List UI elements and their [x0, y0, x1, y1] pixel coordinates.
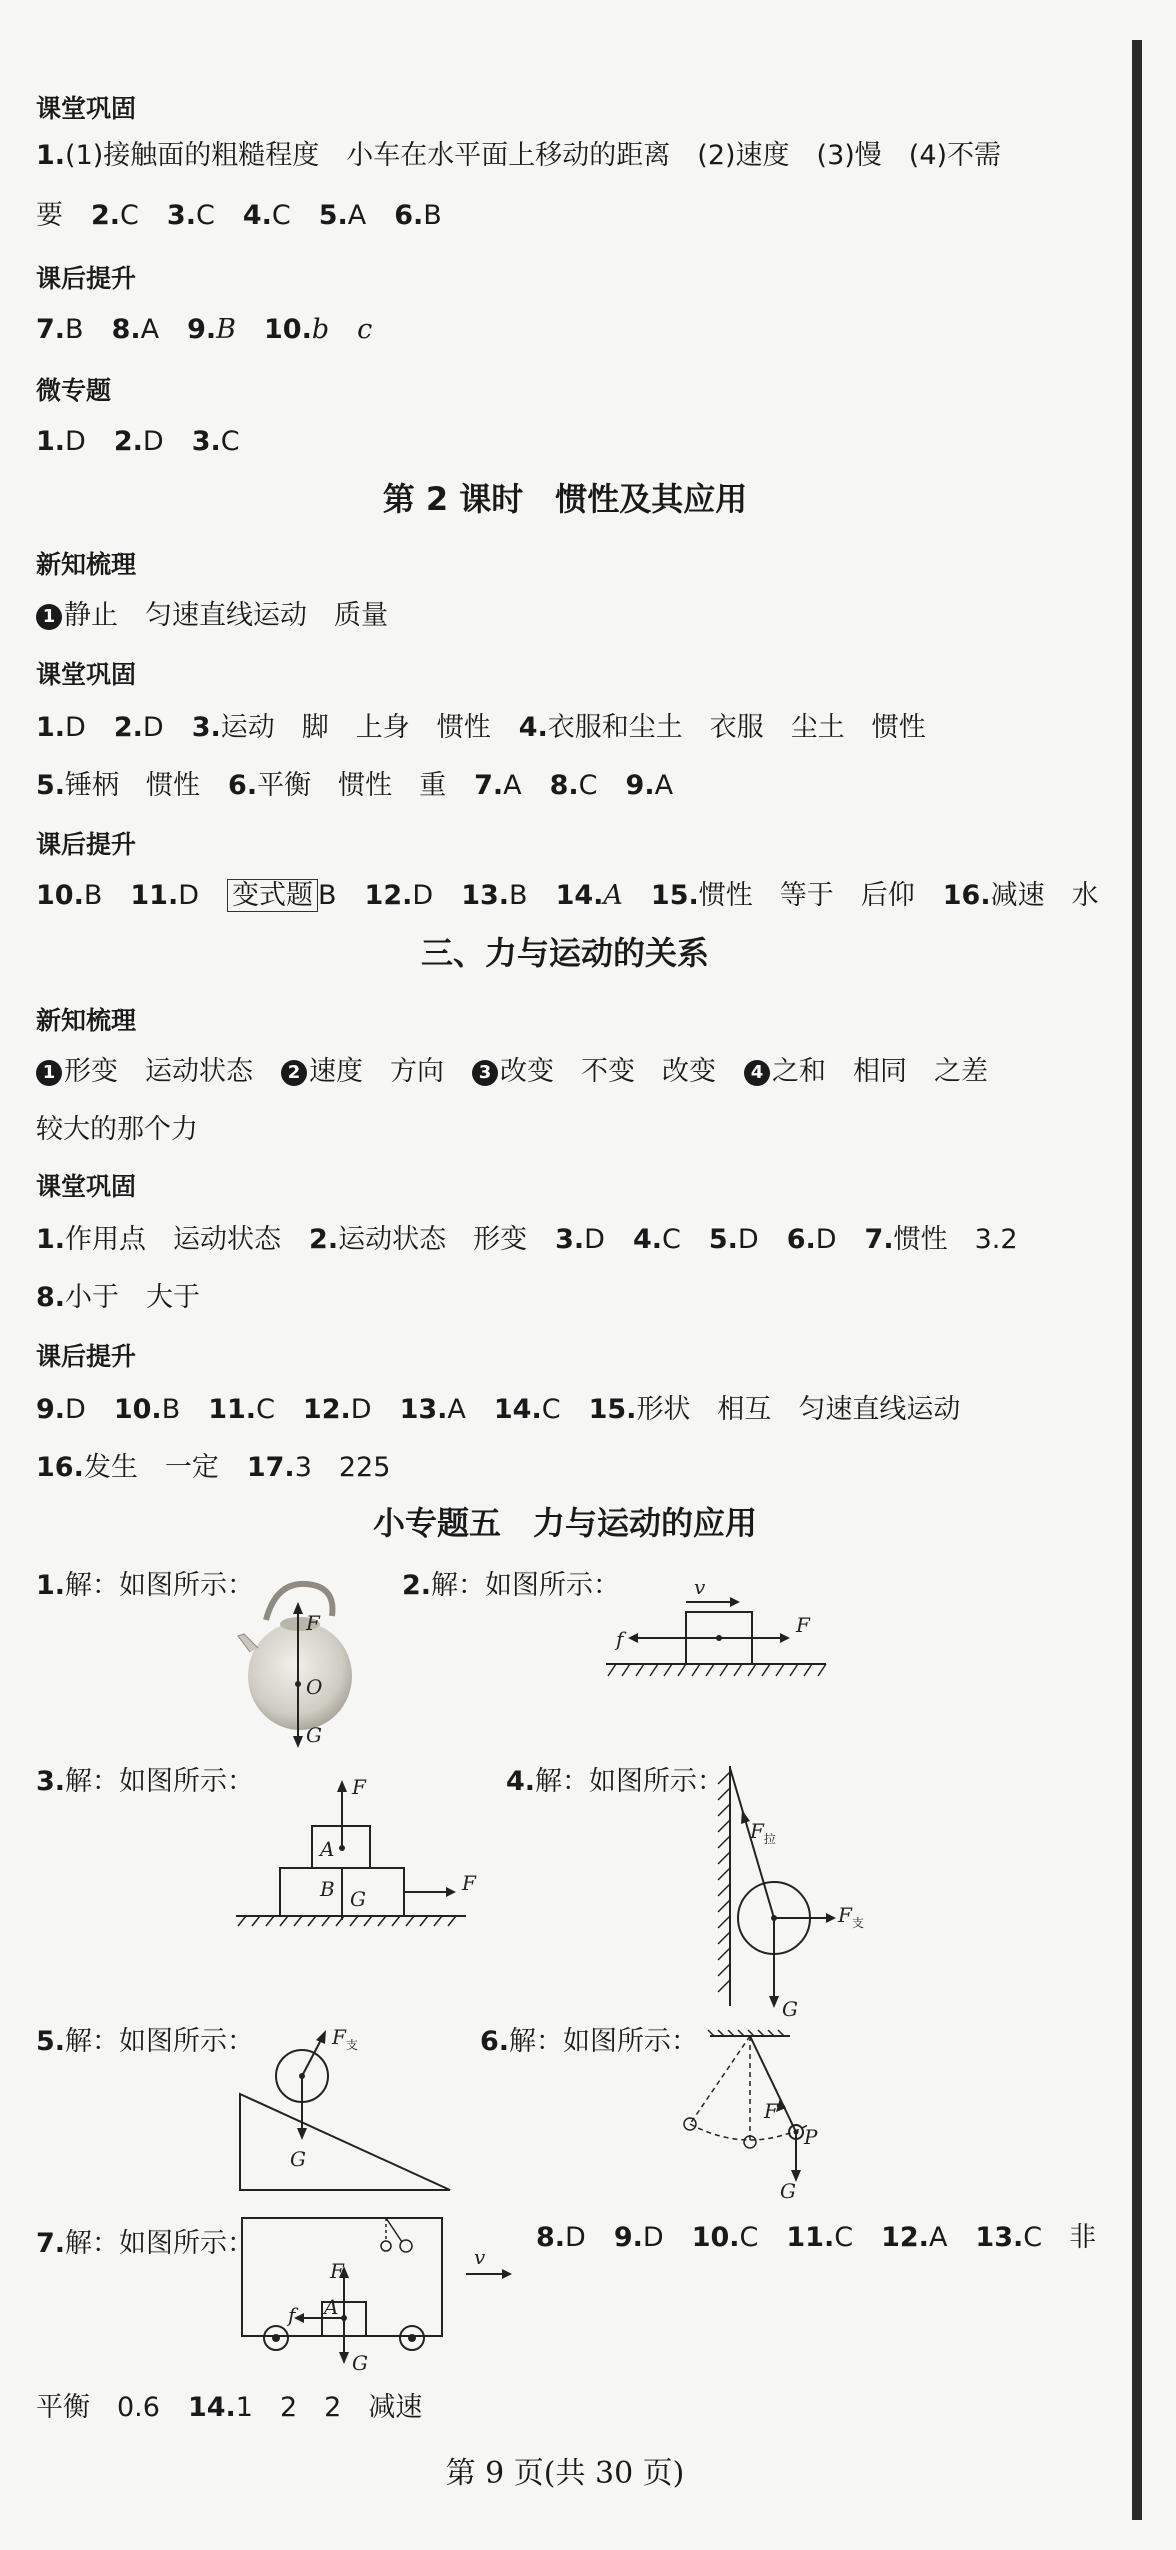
hanging-ball [400, 2240, 412, 2252]
answer-text: 平衡 惯性 重 [257, 770, 447, 801]
section-heading: 课后提升 [36, 1342, 137, 1371]
answer-text: C [578, 770, 598, 801]
answer-text: D [412, 880, 434, 911]
answer-text: D [65, 426, 86, 457]
answer-text: B [216, 314, 236, 345]
answer-text: A [140, 314, 160, 345]
answer-line [36, 768, 673, 804]
answer-text: A [654, 770, 674, 801]
q-number: 1. [36, 1570, 66, 1601]
q-number: 14. [187, 2392, 236, 2423]
label-O: O [306, 1675, 323, 1699]
q-number: 2. [402, 1570, 432, 1601]
ground-hatch [238, 1916, 456, 1926]
answer-text: 静止 匀速直线运动 质量 [64, 600, 388, 631]
teapot-body [248, 1622, 352, 1730]
q-number: 1. [36, 426, 66, 457]
answer-text: 平衡 0.6 [36, 2392, 160, 2423]
answer-text: B [161, 1394, 181, 1425]
label-G: G [782, 1997, 798, 2021]
q-number: 13. [975, 2222, 1024, 2253]
chapter-title: 三、力与运动的关系 [420, 934, 709, 972]
label-G: G [350, 1887, 366, 1911]
section-heading: 新知梳理 [36, 1006, 137, 1035]
figure-cart [236, 2212, 536, 2376]
answer-line [36, 1222, 1018, 1258]
answer-text: 解：如图所示： [65, 1570, 255, 1601]
answer-text: C [271, 200, 291, 231]
dashed-string [690, 2036, 750, 2124]
q-number: 3. [166, 200, 196, 231]
label-F-support: $F_支$ [332, 2025, 358, 2052]
answer-text: c [357, 314, 373, 345]
arrow-head-icon [769, 1996, 779, 2008]
figure-teapot [236, 1572, 366, 1746]
q-number: 6. [786, 1224, 816, 1255]
answer-text: C [120, 200, 139, 231]
q-number: 5. [36, 2026, 66, 2057]
answer-text: 解：如图所示： [65, 1766, 255, 1797]
q-number: 12. [881, 2222, 929, 2253]
q-number: 8. [36, 1282, 66, 1313]
q-number: 5. [36, 770, 66, 801]
label-v: v [694, 1575, 706, 1599]
answer-text: 解：如图所示： [509, 2026, 699, 2057]
section-heading: 微专题 [36, 376, 112, 405]
center-point [339, 1845, 345, 1851]
section-heading: 课后提升 [36, 264, 137, 293]
answer-text: 减速 水 [990, 880, 1099, 911]
answer-text: 改变 不变 改变 [500, 1056, 716, 1087]
q-number: 7. [36, 314, 66, 345]
label-v: v [474, 2245, 486, 2269]
q-number: 9. [625, 770, 655, 801]
page-footer: 第 9 页(共 30 页) [445, 2456, 685, 2491]
answer-text: B [509, 880, 528, 911]
q-number: 16. [36, 1452, 84, 1483]
q-number: 7. [36, 2228, 66, 2259]
q-number: 5. [708, 1224, 738, 1255]
figure-ball-incline [236, 2025, 456, 2204]
ball-wall-diagram [708, 1766, 888, 2026]
q-number: 5. [318, 200, 348, 231]
answer-text: 较大的那个力 [36, 1114, 198, 1145]
answer-text: D [65, 712, 86, 743]
wheel-hub [272, 2334, 280, 2342]
label-G: G [780, 2179, 796, 2203]
q-number: 10. [36, 880, 84, 911]
circled-number: 1 [36, 604, 62, 630]
label-f: f [288, 2303, 296, 2327]
arrow-head-icon [297, 2128, 307, 2140]
arrow-head-icon [446, 1887, 456, 1897]
answer-text: 惯性 3.2 [893, 1224, 1018, 1255]
q-number: 7. [474, 770, 504, 801]
chapter-title: 第 2 课时 惯性及其应用 [382, 480, 748, 518]
answer-text: D [565, 2222, 586, 2253]
q-number: 15. [650, 880, 699, 911]
q-number: 3. [555, 1224, 585, 1255]
arrow-head-icon [316, 2030, 326, 2044]
variant-bracket: 变式题 [227, 879, 318, 912]
answer-text: C [739, 2222, 759, 2253]
q-number: 12. [364, 880, 413, 911]
answer-text: D [584, 1224, 605, 1255]
q-number: 2. [91, 200, 121, 231]
q-number: 1. [36, 1224, 66, 1255]
answer-text: A [928, 2222, 948, 2253]
answer-text: 解：如图所示： [65, 2026, 255, 2057]
answer-text: C 非 [1023, 2222, 1097, 2253]
answer-text: C [256, 1394, 275, 1425]
label-G: G [306, 1723, 322, 1747]
answer-text: B [83, 880, 103, 911]
problem-label [36, 1568, 254, 1604]
q-number: 13. [461, 880, 510, 911]
q-number: 8. [111, 314, 141, 345]
page-edge-shadow [1132, 40, 1142, 2520]
answer-line [36, 1112, 198, 1148]
label-F: F [306, 1611, 320, 1635]
problem-label [36, 1764, 254, 1800]
label-G: G [290, 2147, 306, 2171]
q-number: 15. [588, 1394, 637, 1425]
label-F: F [764, 2099, 778, 2123]
answer-text: D [350, 1394, 372, 1425]
q-number: 9. [36, 1394, 66, 1425]
q-number: 17. [246, 1452, 295, 1483]
answer-text: B [423, 200, 442, 231]
answer-text: C [195, 200, 215, 231]
circled-number: 2 [281, 1060, 307, 1086]
label-F-pull: $F_拉$ [750, 1819, 776, 1846]
center-point [716, 1635, 722, 1641]
section-heading: 课堂巩固 [36, 1172, 137, 1201]
answer-line [36, 198, 442, 234]
answer-text: 惯性 等于 后仰 [698, 880, 915, 911]
arrow-head-icon [628, 1633, 638, 1643]
q-number: 10. [691, 2222, 740, 2253]
answer-line [36, 312, 372, 348]
answer-text: 运动 脚 上身 惯性 [220, 712, 491, 743]
answer-line [536, 2220, 1096, 2256]
q-number: 2. [113, 712, 143, 743]
q-number: 9. [187, 314, 217, 345]
hanging-ball [381, 2241, 391, 2251]
label-F: F [352, 1775, 366, 1799]
chapter-title: 小专题五 力与运动的应用 [372, 1504, 757, 1542]
q-number: 2. [113, 426, 143, 457]
answer-line [36, 1280, 200, 1316]
q-number: 3. [36, 1766, 66, 1797]
answer-text: b [311, 314, 330, 345]
section-heading: 新知梳理 [36, 550, 137, 579]
label-f: f [616, 1627, 624, 1651]
answer-text: D [737, 1224, 759, 1255]
answer-text: D [142, 426, 164, 457]
q-number: 4. [242, 200, 272, 231]
problem-label [36, 2226, 254, 2262]
incline [240, 2094, 450, 2190]
q-number: 1. [36, 140, 66, 171]
q-number: 14. [555, 880, 604, 911]
teapot-handle [266, 1584, 332, 1620]
label-B: B [320, 1877, 335, 1901]
q-number: 3. [191, 426, 221, 457]
teapot-spout [238, 1634, 258, 1652]
figure-pendulum [680, 2032, 840, 2206]
arrow-head-icon [502, 2269, 512, 2279]
wheel-hub [408, 2334, 416, 2342]
answer-line [36, 1054, 988, 1090]
answer-text: 衣服和尘土 衣服 尘土 惯性 [547, 712, 926, 743]
center-point [295, 1681, 301, 1687]
answer-line [36, 598, 388, 634]
answer-text: B [318, 880, 337, 911]
answer-text: 之和 相同 之差 [772, 1056, 988, 1087]
answer-text: C [834, 2222, 854, 2253]
problem-label [480, 2024, 698, 2060]
answer-text: C [541, 1394, 561, 1425]
answer-text: C [661, 1224, 681, 1255]
answer-text: 形状 相互 匀速直线运动 [636, 1394, 961, 1425]
q-number: 10. [113, 1394, 162, 1425]
arrow-head-icon [741, 1810, 750, 1824]
hanging-string [386, 2218, 402, 2242]
answer-text: D [178, 880, 200, 911]
q-number: 13. [399, 1394, 448, 1425]
q-number: 4. [518, 712, 548, 743]
label-P: P [804, 2125, 818, 2149]
answer-text: 运动状态 形变 [338, 1224, 528, 1255]
arrow-head-icon [826, 1913, 836, 1923]
q-number: 10. [264, 314, 312, 345]
answer-text: A [603, 880, 623, 911]
answer-text: 速度 方向 [309, 1056, 444, 1087]
answer-text: 小于 大于 [65, 1282, 201, 1313]
q-number: 6. [480, 2026, 510, 2057]
label-A: A [320, 1837, 335, 1861]
answer-text: A [447, 1394, 466, 1425]
q-number: 4. [632, 1224, 662, 1255]
q-number: 16. [942, 880, 991, 911]
section-heading: 课堂巩固 [36, 94, 137, 123]
q-number: 2. [309, 1224, 339, 1255]
q-number: 11. [130, 880, 179, 911]
q-number: 1. [36, 712, 66, 743]
q-number: 14. [493, 1394, 542, 1425]
arrow-head-icon [780, 1633, 790, 1643]
figure-block-friction [606, 1575, 846, 1684]
answer-line [36, 710, 926, 746]
label-F-support: $F_支$ [838, 1903, 864, 1930]
answer-text: 锤柄 惯性 [65, 770, 201, 801]
answer-text: C [220, 426, 240, 457]
arrow-head-icon [294, 2313, 304, 2323]
block-friction-diagram [606, 1575, 846, 1680]
answer-text: B [65, 314, 84, 345]
arrow-head-icon [293, 1736, 303, 1748]
answer-text: A [347, 200, 367, 231]
answer-text: 3 225 [294, 1452, 391, 1483]
answer-line [36, 424, 240, 460]
ball-incline-diagram [236, 2025, 456, 2200]
q-number: 4. [506, 1766, 536, 1797]
circled-number: 3 [472, 1060, 498, 1086]
answer-text: D [142, 712, 164, 743]
answer-text: D [65, 1394, 86, 1425]
q-number: 9. [613, 2222, 643, 2253]
answer-text: 解：如图所示： [431, 1570, 621, 1601]
answer-line [36, 1450, 390, 1486]
label-G: G [352, 2351, 368, 2375]
label-F: F [796, 1613, 810, 1637]
label-F2: F [462, 1871, 476, 1895]
problem-label [402, 1568, 620, 1604]
answer-text: 解：如图所示： [65, 2228, 255, 2259]
answer-text: 解：如图所示： [535, 1766, 725, 1797]
answer-line [36, 878, 1099, 914]
pendulum-diagram [680, 2032, 840, 2202]
problem-label [506, 1764, 724, 1800]
figure-ball-wall [708, 1766, 888, 2030]
arrow-head-icon [293, 1602, 303, 1614]
answer-text: A [503, 770, 522, 801]
q-number: 11. [208, 1394, 257, 1425]
arrow-head-icon [339, 2352, 349, 2364]
q-number: 12. [302, 1394, 351, 1425]
label-A: A [324, 2295, 339, 2319]
ground-hatch [608, 1664, 826, 1676]
problem-label [36, 2024, 254, 2060]
section-heading: 课后提升 [36, 830, 137, 859]
answer-text: 形变 运动状态 [64, 1056, 253, 1087]
teapot-diagram [236, 1572, 366, 1747]
answer-line [36, 1392, 960, 1428]
answer-line [36, 138, 1001, 174]
answer-text: 发生 一定 [83, 1452, 219, 1483]
section-heading: 课堂巩固 [36, 660, 137, 689]
answer-text: D [815, 1224, 837, 1255]
answer-text: D [642, 2222, 664, 2253]
q-number: 3. [191, 712, 221, 743]
q-number: 8. [549, 770, 579, 801]
cart-diagram [236, 2212, 536, 2375]
circled-number: 1 [36, 1060, 62, 1086]
answer-text: 作用点 运动状态 [65, 1224, 282, 1255]
arrow-head-icon [337, 1780, 347, 1792]
q-number: 6. [394, 200, 424, 231]
answer-text: (1)接触面的粗糙程度 小车在水平面上移动的距离 (2)速度 (3)慢 (4)不需 [65, 140, 1002, 171]
answer-text: 要 [36, 200, 63, 231]
q-number: 6. [228, 770, 258, 801]
label-F: F [330, 2259, 344, 2283]
stacked-blocks-diagram [236, 1770, 486, 1930]
arrow-head-icon [730, 1597, 740, 1607]
q-number: 11. [786, 2222, 835, 2253]
answer-line [36, 2390, 422, 2426]
wall-hatch [718, 1772, 730, 1992]
circled-number: 4 [744, 1060, 770, 1086]
answer-text: 1 2 2 减速 [235, 2392, 423, 2423]
q-number: 8. [536, 2222, 566, 2253]
figure-stacked-blocks [236, 1770, 486, 1934]
q-number: 7. [864, 1224, 894, 1255]
